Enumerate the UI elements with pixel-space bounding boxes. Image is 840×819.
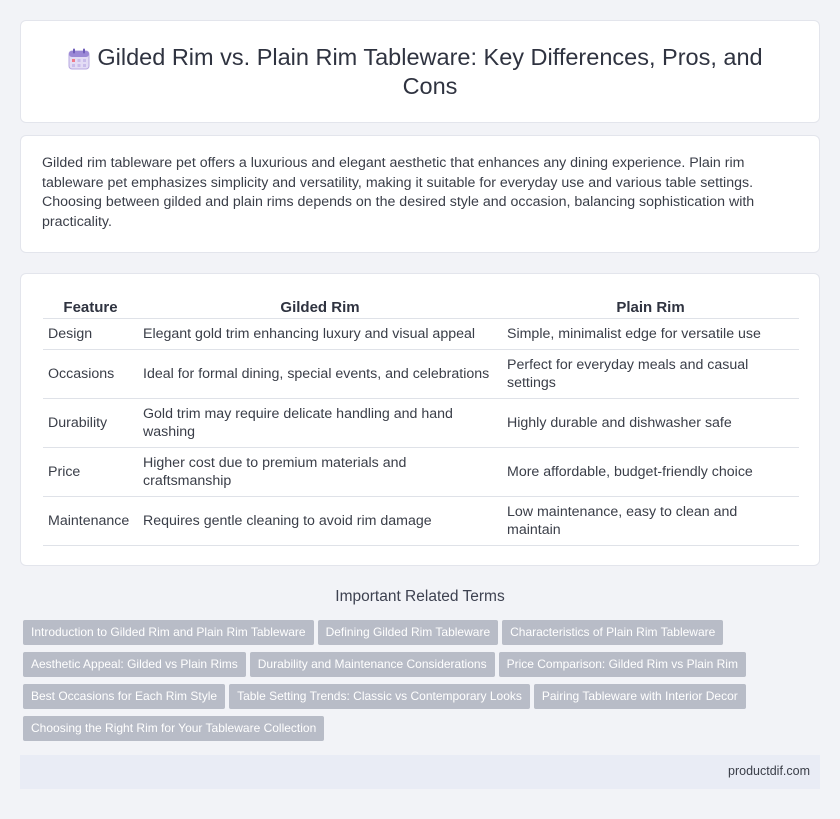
related-tag[interactable]: Aesthetic Appeal: Gilded vs Plain Rims	[23, 652, 246, 677]
plain-cell: Perfect for everyday meals and casual settings	[502, 350, 799, 399]
plain-cell: More affordable, budget-friendly choice	[502, 448, 799, 497]
feature-cell: Design	[43, 319, 138, 350]
feature-cell: Maintenance	[43, 497, 138, 546]
intro-paragraph: Gilded rim tableware pet offers a luxurious and elegant aesthetic that enhances any dining experience. Plain rim tableware pet emphasizes simplicity and versatility, making it suitable for everyday use and various table settings. Choosing between gilded and plain rims depends on the desired style and occasion, balancing sophistication with practicality.	[42, 155, 755, 230]
gilded-cell: Ideal for formal dining, special events, and celebrations	[138, 350, 502, 399]
table-row	[43, 319, 799, 350]
related-tag[interactable]: Table Setting Trends: Classic vs Contemporary Looks	[229, 684, 530, 709]
plain-cell: Highly durable and dishwasher safe	[502, 399, 799, 448]
gilded-cell: Elegant gold trim enhancing luxury and visual appeal	[138, 319, 502, 350]
footer	[20, 755, 820, 789]
related-tag[interactable]: Introduction to Gilded Rim and Plain Rim Tableware	[23, 620, 314, 645]
feature-cell: Price	[43, 448, 138, 497]
gilded-cell: Requires gentle cleaning to avoid rim damage	[138, 497, 502, 546]
feature-cell: Occasions	[43, 350, 138, 399]
related-terms-tags	[23, 620, 783, 748]
header-plain-rim: Plain Rim	[502, 294, 799, 319]
plain-cell: Simple, minimalist edge for versatile use	[502, 319, 799, 350]
page-title: Gilded Rim vs. Plain Rim Tableware: Key Differences, Pros, and Cons	[97, 44, 763, 99]
comparison-table	[43, 294, 799, 546]
related-tag[interactable]: Defining Gilded Rim Tableware	[318, 620, 499, 645]
header-gilded-rim: Gilded Rim	[138, 294, 502, 319]
calendar-icon	[67, 47, 91, 71]
table-row	[43, 497, 799, 546]
title-row	[21, 43, 819, 101]
related-tag[interactable]: Best Occasions for Each Rim Style	[23, 684, 225, 709]
table-row	[43, 448, 799, 497]
header-card	[20, 20, 820, 123]
related-tag[interactable]: Price Comparison: Gilded Rim vs Plain Rim	[499, 652, 746, 677]
feature-cell: Durability	[43, 399, 138, 448]
footer-brand-link[interactable]: productdif.com	[728, 764, 810, 778]
intro-card	[20, 135, 820, 253]
table-row	[43, 350, 799, 399]
related-tag[interactable]: Choosing the Right Rim for Your Tableware Collection	[23, 716, 324, 741]
comparison-card	[20, 273, 820, 566]
related-tag[interactable]: Pairing Tableware with Interior Decor	[534, 684, 746, 709]
header-feature: Feature	[43, 294, 138, 319]
table-row	[43, 399, 799, 448]
gilded-cell: Gold trim may require delicate handling and hand washing	[138, 399, 502, 448]
gilded-cell: Higher cost due to premium materials and craftsmanship	[138, 448, 502, 497]
related-tag[interactable]: Characteristics of Plain Rim Tableware	[502, 620, 723, 645]
table-header-row	[43, 294, 799, 319]
plain-cell: Low maintenance, easy to clean and maintain	[502, 497, 799, 546]
related-terms-title: Important Related Terms	[335, 588, 505, 605]
related-tag[interactable]: Durability and Maintenance Considerations	[250, 652, 495, 677]
